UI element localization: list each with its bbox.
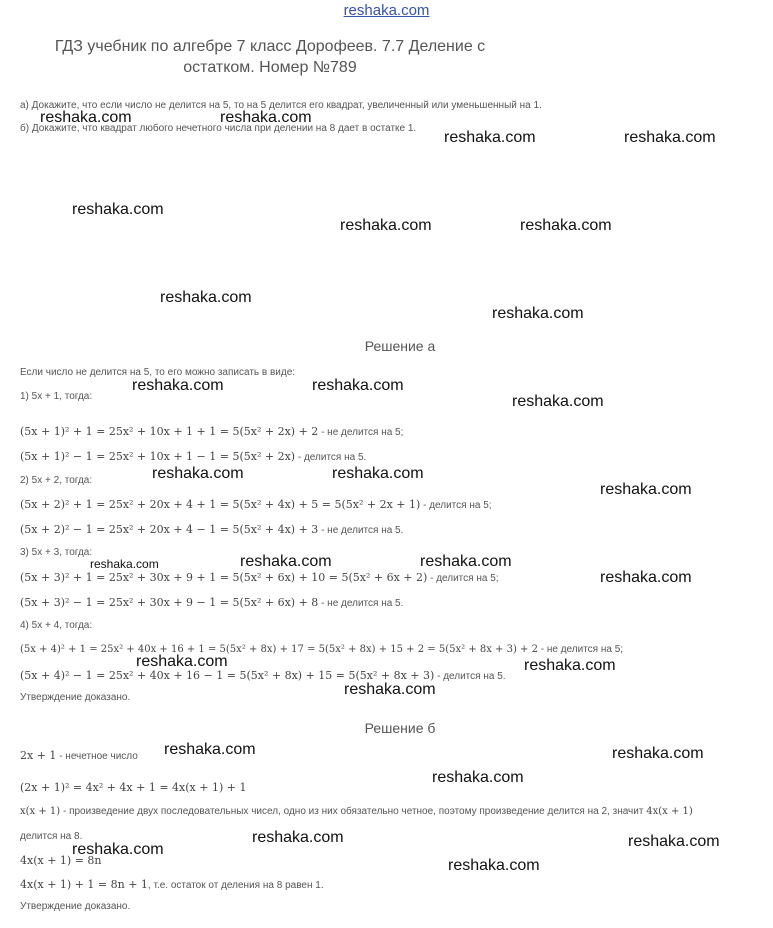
- watermark: reshaka.com: [72, 201, 164, 218]
- watermark: reshaka.com: [252, 829, 344, 846]
- site-link[interactable]: reshaka.com: [343, 2, 430, 19]
- solution-b-line3-cont: делится на 8.: [20, 831, 83, 842]
- case-4-minus: (5x + 4)² − 1 = 25x² + 40x + 16 − 1 = 5(5x² + 8x) + 15 = 5(5x² + 8x + 3) - делится на 5.: [20, 669, 506, 682]
- task-a: а) Докажите, что если число не делится на 5, то на 5 делится его квадрат, увеличенный или уменьшенный на 1.: [20, 100, 542, 111]
- page-title: ГДЗ учебник по алгебре 7 класс Дорофеев. 7.7 Деление с остатком. Номер №789: [54, 38, 486, 76]
- watermark: reshaka.com: [344, 681, 436, 698]
- watermark: reshaka.com: [240, 553, 332, 570]
- case-1-plus: (5x + 1)² + 1 = 25x² + 10x + 1 + 1 = 5(5x² + 2x) + 2 - не делится на 5;: [20, 425, 404, 438]
- watermark: reshaka.com: [160, 289, 252, 306]
- case-1-label: 1) 5x + 1, тогда:: [20, 391, 93, 402]
- solution-b-conclusion: Утверждение доказано.: [20, 901, 131, 912]
- watermark: reshaka.com: [420, 553, 512, 570]
- watermark: reshaka.com: [164, 741, 256, 758]
- watermark: reshaka.com: [612, 745, 704, 762]
- watermark: reshaka.com: [72, 841, 164, 858]
- case-3-minus: (5x + 3)² − 1 = 25x² + 30x + 9 − 1 = 5(5x² + 6x) + 8 - не делится на 5.: [20, 596, 404, 609]
- solution-b-line5: 4x(x + 1) + 1 = 8n + 1, т.е. остаток от деления на 8 равен 1.: [20, 878, 324, 891]
- watermark: reshaka.com: [600, 569, 692, 586]
- case-3-label: 3) 5x + 3, тогда:: [20, 547, 93, 558]
- case-3-plus: (5x + 3)² + 1 = 25x² + 30x + 9 + 1 = 5(5x² + 6x) + 10 = 5(5x² + 6x + 2) - делится на 5;: [20, 571, 499, 584]
- task-b: б) Докажите, что квадрат любого нечетного числа при делении на 8 дает в остатке 1.: [20, 123, 417, 134]
- watermark: reshaka.com: [432, 769, 524, 786]
- watermark: reshaka.com: [340, 217, 432, 234]
- watermark: reshaka.com: [136, 653, 228, 670]
- watermark: reshaka.com: [220, 109, 312, 126]
- watermark: reshaka.com: [600, 481, 692, 498]
- watermark: reshaka.com: [492, 305, 584, 322]
- case-2-plus: (5x + 2)² + 1 = 25x² + 20x + 4 + 1 = 5(5x² + 4x) + 5 = 5(5x² + 2x + 1) - делится на 5;: [20, 498, 492, 511]
- watermark: reshaka.com: [152, 465, 244, 482]
- case-2-minus: (5x + 2)² − 1 = 25x² + 20x + 4 − 1 = 5(5x² + 4x) + 3 - не делится на 5.: [20, 523, 404, 536]
- watermark: reshaka.com: [90, 557, 159, 571]
- case-2-label: 2) 5x + 2, тогда:: [20, 475, 93, 486]
- watermark: reshaka.com: [520, 217, 612, 234]
- watermark: reshaka.com: [512, 393, 604, 410]
- solution-a-conclusion: Утверждение доказано.: [20, 692, 131, 703]
- watermark: reshaka.com: [312, 377, 404, 394]
- solution-b-line1: 2x + 1 - нечетное число: [20, 749, 138, 762]
- solution-a-intro: Если число не делится на 5, то его можно записать в виде:: [20, 367, 296, 378]
- watermark: reshaka.com: [448, 857, 540, 874]
- watermark: reshaka.com: [132, 377, 224, 394]
- solution-b-line2: (2x + 1)² = 4x² + 4x + 1 = 4x(x + 1) + 1: [20, 781, 247, 794]
- case-4-label: 4) 5x + 4, тогда:: [20, 620, 93, 631]
- solution-b-heading: Решение б: [364, 720, 436, 736]
- watermark: reshaka.com: [524, 657, 616, 674]
- watermark: reshaka.com: [40, 109, 132, 126]
- watermark: reshaka.com: [444, 129, 536, 146]
- case-1-minus: (5x + 1)² − 1 = 25x² + 10x + 1 − 1 = 5(5x² + 2x) - делится на 5.: [20, 450, 367, 463]
- case-4-plus: (5x + 4)² + 1 = 25x² + 40x + 16 + 1 = 5(5x² + 8x) + 17 = 5(5x² + 8x) + 15 + 2 = 5(5x² + 8x + 3) + 2 - не делится на 5;: [20, 644, 624, 655]
- watermark: reshaka.com: [628, 833, 720, 850]
- solution-b-line3: x(x + 1) - произведение двух последовательных чисел, одно из них обязательно четное, поэтому произведение делится на 2, значит 4x(x + 1): [20, 806, 693, 817]
- solution-a-heading: Решение а: [364, 338, 436, 354]
- watermark: reshaka.com: [332, 465, 424, 482]
- solution-b-line4: 4x(x + 1) = 8n: [20, 854, 102, 867]
- watermark: reshaka.com: [624, 129, 716, 146]
